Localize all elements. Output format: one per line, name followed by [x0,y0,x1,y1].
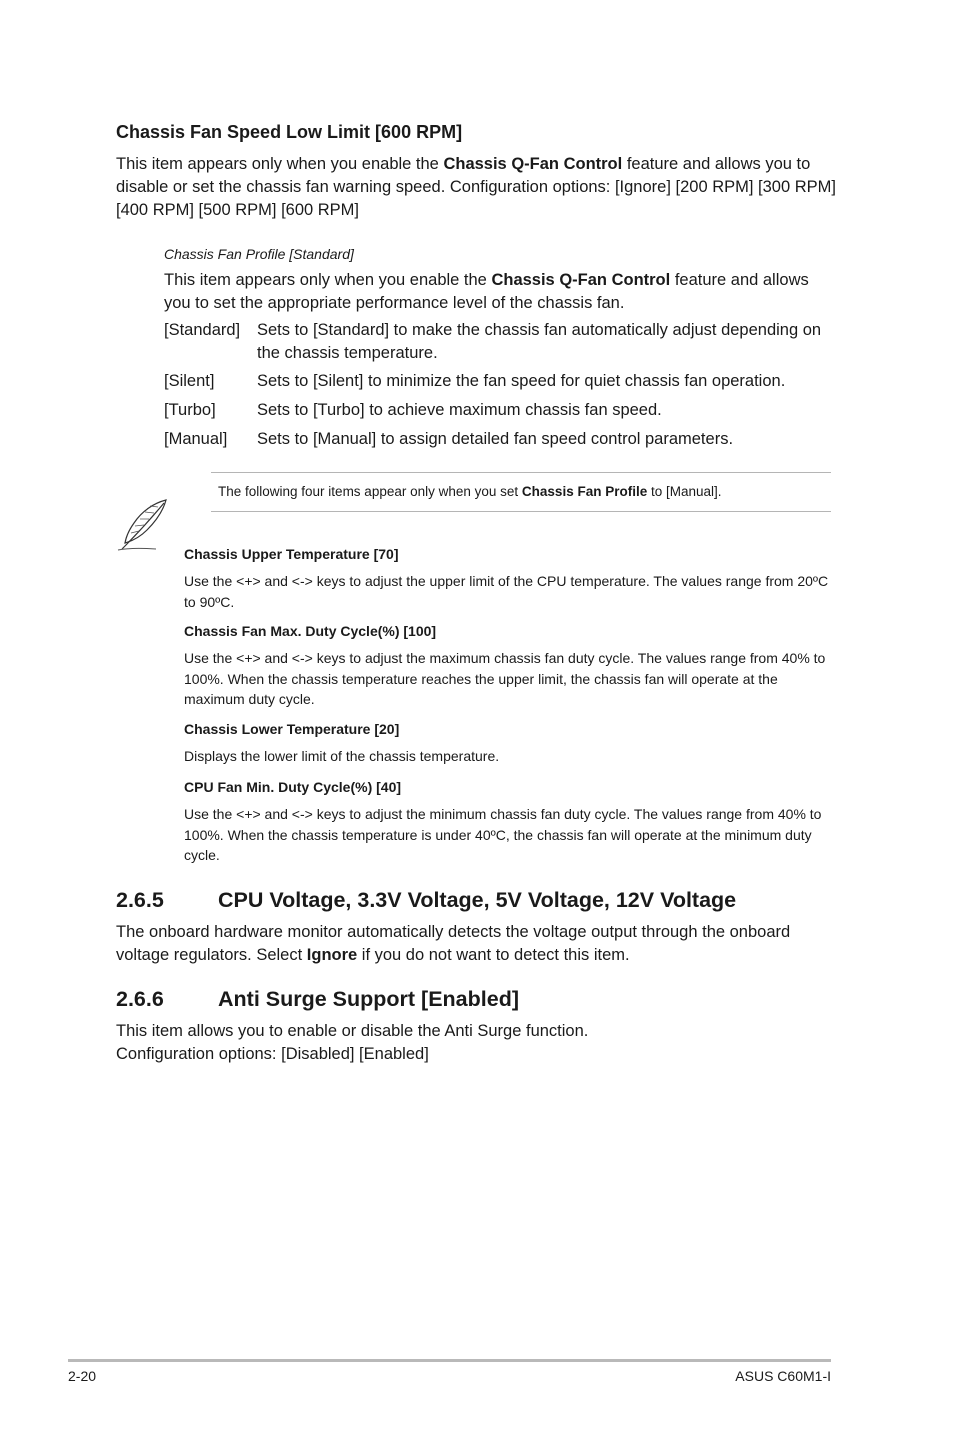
footer-divider [68,1359,831,1362]
option-key: [Manual] [164,430,228,448]
product-name: ASUS C60M1-I [735,1368,831,1384]
item-fan-max-duty-desc: Use the <+> and <-> keys to adjust the maximum chassis fan duty cycle. The values range from 40% to 100%. When the chassis temperature reaches the upper limit, the chassis fan will operate at the maximum duty cycle. [184,650,826,707]
bold-term: Ignore [306,946,358,964]
note-top-divider [211,472,831,473]
text-run: if you do not want to detect this item. [357,946,630,964]
option-key: [Turbo] [164,401,216,419]
text-run: feature and allows you to set the appropriate performance level of the chassis fan. [164,271,809,312]
profile-option-turbo [164,399,834,422]
profile-option-manual [164,428,834,451]
note-bottom-divider [211,511,831,512]
text-run: feature and allows you to disable or set the chassis fan warning speed. Configuration options: [Ignore] [200 RPM] [300 RPM] [400 RPM] [500 RPM] [600 RPM] [116,155,836,219]
section-title: Anti Surge Support [Enabled] [218,987,519,1011]
feather-pen-icon [114,497,172,555]
item-chassis-upper-temp-desc: Use the <+> and <-> keys to adjust the upper limit of the CPU temperature. The values range from 20ºC to 90ºC. [184,573,829,610]
option-description: Sets to [Manual] to assign detailed fan speed control parameters. [257,430,734,448]
text-run: The onboard hardware monitor automatically detects the voltage output through the onboard voltage regulators. Select [116,923,791,964]
text-run: This item appears only when you enable the [116,155,444,173]
section-title: CPU Voltage, 3.3V Voltage, 5V Voltage, 12V Voltage [218,888,737,912]
page-number: 2-20 [68,1368,97,1384]
configuration-options-line: Configuration options: [Disabled] [Enabled] [116,1045,429,1063]
text-run: This item appears only when you enable the [164,271,492,289]
section-number: 2.6.5 [116,888,164,912]
bold-term: Chassis Q-Fan Control [491,271,671,289]
option-key: [Silent] [164,372,215,390]
chassis-fan-profile-heading: Chassis Fan Profile [Standard] [164,246,354,262]
note-text [218,483,722,501]
section-2-6-5-heading [116,888,736,913]
item-fan-min-duty-title: CPU Fan Min. Duty Cycle(%) [40] [184,779,402,795]
chassis-fan-low-limit-heading: Chassis Fan Speed Low Limit [600 RPM] [116,122,463,142]
text-run: The following four items appear only when you set [218,484,522,499]
profile-option-standard [164,319,834,365]
section-2-6-6-description [116,1020,836,1066]
profile-option-silent [164,370,834,393]
bold-term: Chassis Q-Fan Control [443,155,623,173]
bold-term: Chassis Fan Profile [521,484,648,499]
item-fan-max-duty-title: Chassis Fan Max. Duty Cycle(%) [100] [184,623,437,639]
item-fan-min-duty-desc: Use the <+> and <-> keys to adjust the minimum chassis fan duty cycle. The values range from 40% to 100%. When the chassis temperature is under 40ºC, the chassis fan will operate at the minimum duty cycle. [184,806,822,863]
section-number: 2.6.6 [116,987,164,1011]
item-chassis-lower-temp-desc: Displays the lower limit of the chassis temperature. [184,748,500,764]
section-2-6-5-description [116,921,836,967]
item-chassis-lower-temp-title: Chassis Lower Temperature [20] [184,721,400,737]
item-chassis-upper-temp-title: Chassis Upper Temperature [70] [184,546,399,562]
option-description: Sets to [Turbo] to achieve maximum chassis fan speed. [257,401,662,419]
text-run: to [Manual]. [647,484,722,499]
chassis-fan-profile-description [164,269,829,315]
option-key: [Standard] [164,321,241,339]
option-description: Sets to [Silent] to minimize the fan speed for quiet chassis fan operation. [257,372,786,390]
chassis-fan-low-limit-description [116,153,836,222]
option-description: Sets to [Standard] to make the chassis fan automatically adjust depending on the chassis temperature. [257,321,822,362]
description-line: This item allows you to enable or disable the Anti Surge function. [116,1022,589,1040]
section-2-6-6-heading [116,987,519,1012]
